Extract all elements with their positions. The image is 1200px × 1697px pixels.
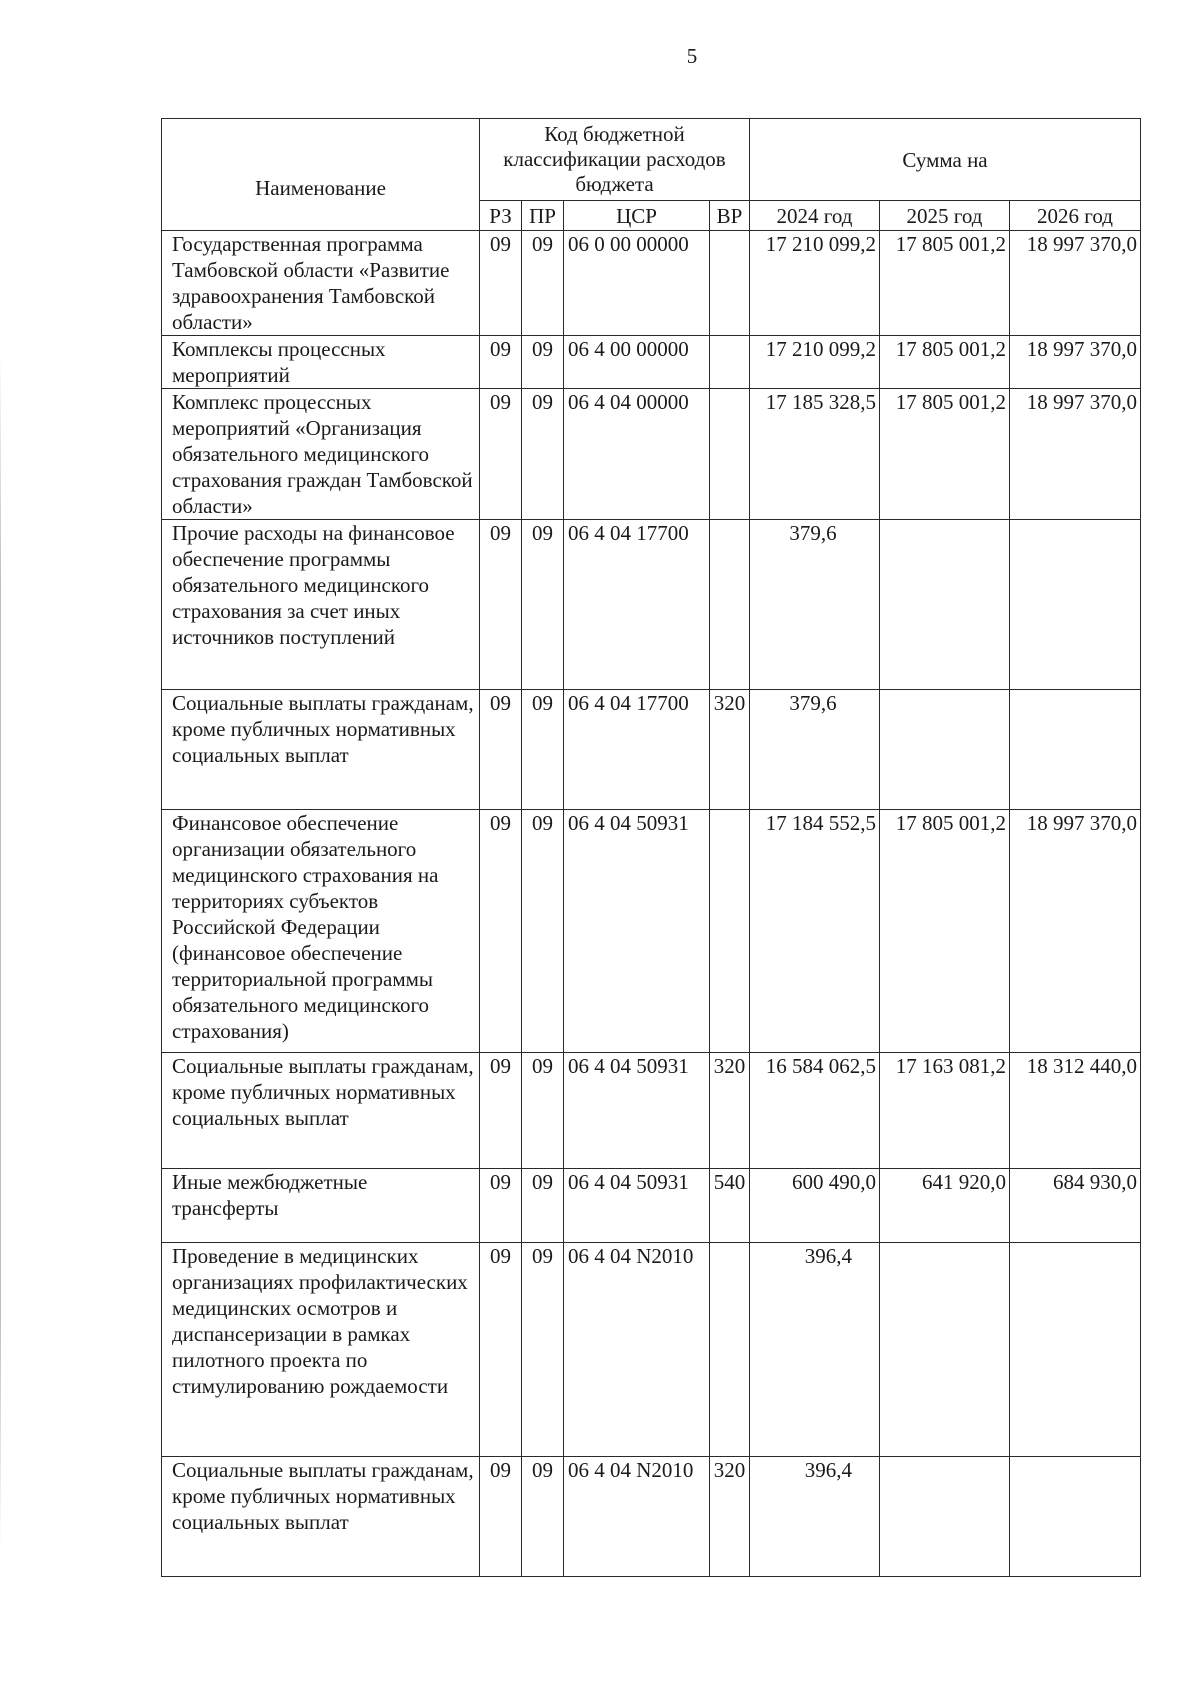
row-vr: 320	[710, 1457, 750, 1577]
row-vr	[710, 810, 750, 1053]
row-vr: 320	[710, 1053, 750, 1169]
table-row	[162, 1243, 1141, 1457]
row-pr: 09	[522, 1169, 564, 1243]
table-row	[162, 231, 1141, 336]
row-csr: 06 4 04 50931	[564, 1053, 710, 1169]
row-rz: 09	[480, 336, 522, 389]
table-row	[162, 690, 1141, 810]
row-rz: 09	[480, 690, 522, 810]
row-2026	[1010, 520, 1141, 690]
scan-edge-mark	[0, 350, 1, 1550]
row-2025: 17 163 081,2	[880, 1053, 1010, 1169]
row-vr: 320	[710, 690, 750, 810]
row-pr: 09	[522, 810, 564, 1053]
row-rz: 09	[480, 389, 522, 520]
row-vr	[710, 336, 750, 389]
row-name: Социальные выплаты гражданам, кроме публичных нормативных социальных выплат	[162, 1457, 480, 1577]
row-2026: 18 997 370,0	[1010, 231, 1141, 336]
row-vr	[710, 231, 750, 336]
header-vr: ВР	[710, 201, 750, 231]
row-2025: 17 805 001,2	[880, 231, 1010, 336]
row-pr: 09	[522, 1243, 564, 1457]
row-2024: 396,4	[750, 1457, 880, 1577]
header-2024: 2024 год	[750, 201, 880, 231]
row-2024: 17 210 099,2	[750, 231, 880, 336]
row-csr: 06 4 04 N2010	[564, 1243, 710, 1457]
row-csr: 06 0 00 00000	[564, 231, 710, 336]
row-vr: 540	[710, 1169, 750, 1243]
table-row	[162, 1053, 1141, 1169]
row-name: Прочие расходы на финансовое обеспечение программы обязательного медицинского страхования за счет иных источников поступлений	[162, 520, 480, 690]
row-name: Комплекс процессных мероприятий «Организация обязательного медицинского страхования граждан Тамбовской области»	[162, 389, 480, 520]
row-name: Проведение в медицинских организациях профилактических медицинских осмотров и диспансеризации в рамках пилотного проекта по стимулированию рождаемости	[162, 1243, 480, 1457]
header-2025: 2025 год	[880, 201, 1010, 231]
header-pr: ПР	[522, 201, 564, 231]
table-row	[162, 810, 1141, 1053]
header-name: Наименование	[162, 119, 480, 231]
header-rz: РЗ	[480, 201, 522, 231]
row-rz: 09	[480, 810, 522, 1053]
row-name: Комплексы процессных мероприятий	[162, 336, 480, 389]
row-2025: 17 805 001,2	[880, 389, 1010, 520]
row-pr: 09	[522, 231, 564, 336]
header-sum-group: Сумма на	[750, 119, 1141, 201]
row-2024: 16 584 062,5	[750, 1053, 880, 1169]
table-row	[162, 1457, 1141, 1577]
row-2025: 17 805 001,2	[880, 810, 1010, 1053]
row-name: Государственная программа Тамбовской области «Развитие здравоохранения Тамбовской области»	[162, 231, 480, 336]
row-csr: 06 4 04 17700	[564, 520, 710, 690]
row-vr	[710, 520, 750, 690]
row-pr: 09	[522, 336, 564, 389]
row-2024: 379,6	[750, 690, 880, 810]
row-name: Иные межбюджетные трансферты	[162, 1169, 480, 1243]
row-2024: 17 185 328,5	[750, 389, 880, 520]
row-pr: 09	[522, 1457, 564, 1577]
row-2024: 379,6	[750, 520, 880, 690]
budget-table	[161, 118, 1141, 1577]
row-2024: 600 490,0	[750, 1169, 880, 1243]
table-row	[162, 389, 1141, 520]
table-row	[162, 1169, 1141, 1243]
row-name: Социальные выплаты гражданам, кроме публичных нормативных социальных выплат	[162, 1053, 480, 1169]
row-csr: 06 4 00 00000	[564, 336, 710, 389]
row-rz: 09	[480, 1243, 522, 1457]
row-2024: 17 210 099,2	[750, 336, 880, 389]
row-rz: 09	[480, 231, 522, 336]
row-2024: 396,4	[750, 1243, 880, 1457]
row-2026: 18 997 370,0	[1010, 810, 1141, 1053]
row-2025	[880, 520, 1010, 690]
row-csr: 06 4 04 00000	[564, 389, 710, 520]
row-name: Финансовое обеспечение организации обязательного медицинского страхования на территориях субъектов Российской Федерации (финансовое обеспечение территориальной программы обязательного медицинского страхования)	[162, 810, 480, 1053]
row-2026: 18 997 370,0	[1010, 336, 1141, 389]
row-csr: 06 4 04 N2010	[564, 1457, 710, 1577]
row-pr: 09	[522, 690, 564, 810]
page-number: 5	[686, 44, 698, 68]
row-2026	[1010, 690, 1141, 810]
row-csr: 06 4 04 50931	[564, 810, 710, 1053]
row-rz: 09	[480, 1053, 522, 1169]
table-row	[162, 520, 1141, 690]
row-pr: 09	[522, 520, 564, 690]
header-csr: ЦСР	[564, 201, 710, 231]
row-2024: 17 184 552,5	[750, 810, 880, 1053]
header-code-group: Код бюджетной классификации расходов бюджета	[480, 119, 750, 201]
header-2026: 2026 год	[1010, 201, 1141, 231]
row-2026: 18 312 440,0	[1010, 1053, 1141, 1169]
row-2025	[880, 690, 1010, 810]
row-2025: 17 805 001,2	[880, 336, 1010, 389]
row-csr: 06 4 04 50931	[564, 1169, 710, 1243]
row-pr: 09	[522, 1053, 564, 1169]
row-2025	[880, 1457, 1010, 1577]
table-row	[162, 336, 1141, 389]
row-2025: 641 920,0	[880, 1169, 1010, 1243]
row-2025	[880, 1243, 1010, 1457]
row-2026: 18 997 370,0	[1010, 389, 1141, 520]
row-name: Социальные выплаты гражданам, кроме публичных нормативных социальных выплат	[162, 690, 480, 810]
row-rz: 09	[480, 1457, 522, 1577]
row-rz: 09	[480, 1169, 522, 1243]
row-pr: 09	[522, 389, 564, 520]
row-csr: 06 4 04 17700	[564, 690, 710, 810]
row-rz: 09	[480, 520, 522, 690]
row-vr	[710, 1243, 750, 1457]
row-2026	[1010, 1457, 1141, 1577]
row-2026	[1010, 1243, 1141, 1457]
row-2026: 684 930,0	[1010, 1169, 1141, 1243]
row-vr	[710, 389, 750, 520]
